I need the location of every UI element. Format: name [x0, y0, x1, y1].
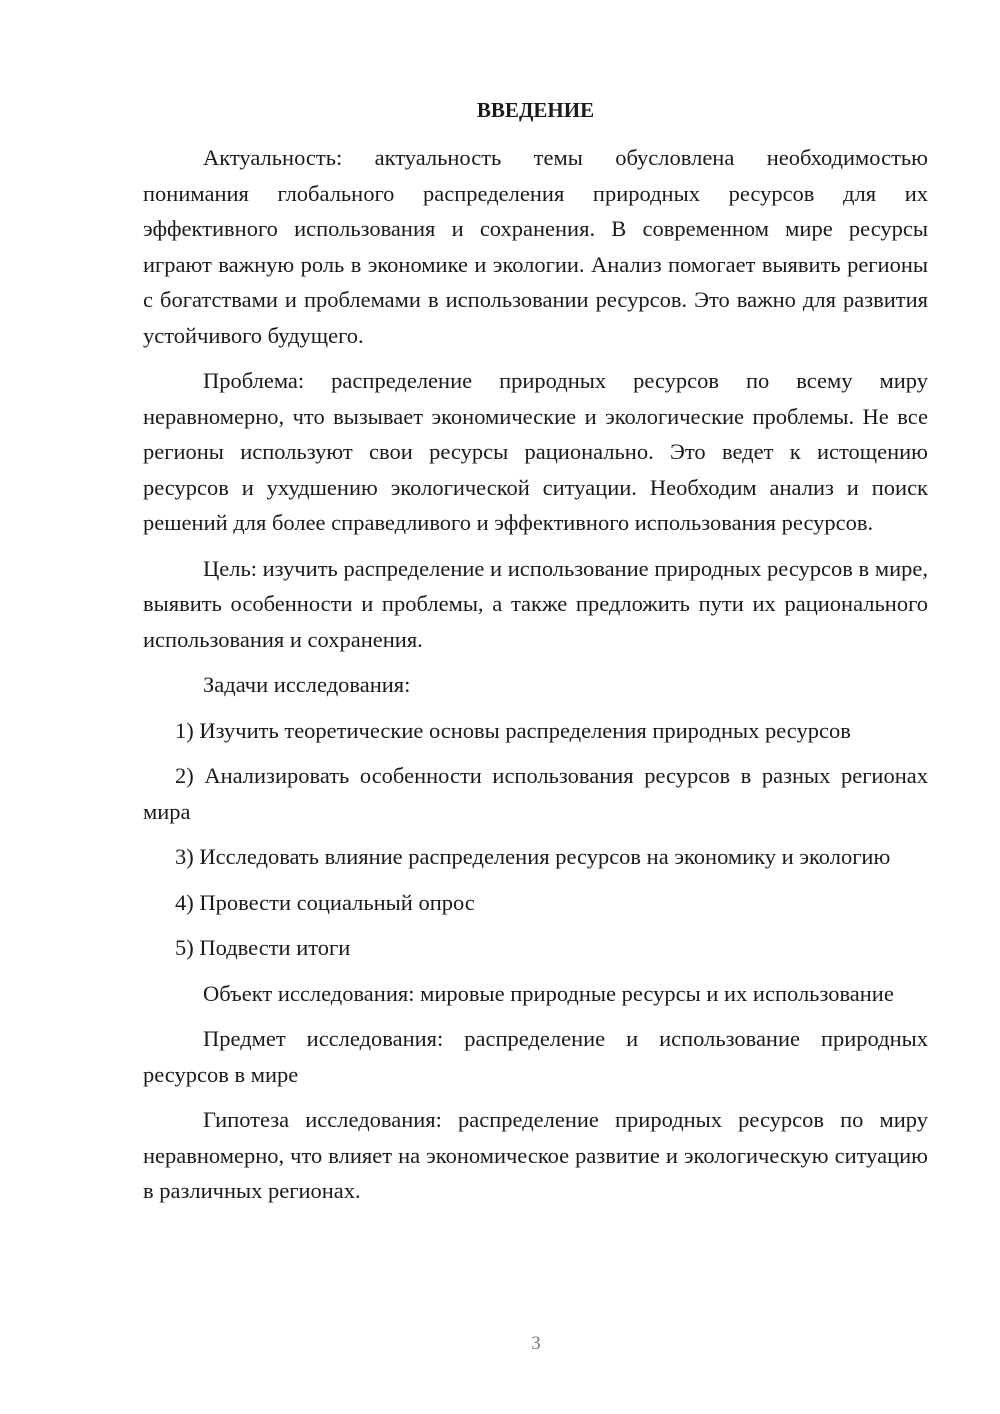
- page-content: [143, 90, 928, 1209]
- list-item: 3) Исследовать влияние распределения ресурсов на экономику и экологию: [175, 844, 891, 869]
- list-item: 4) Провести социальный опрос: [175, 889, 475, 915]
- list-item: 5) Подвести итоги: [175, 935, 351, 960]
- page-number: 3: [531, 1333, 541, 1354]
- list-item: 1) Изучить теоретические основы распределения природных ресурсов: [175, 717, 851, 743]
- object-paragraph: Объект исследования: мировые природные ресурсы и их использование: [203, 980, 894, 1006]
- hypothesis-paragraph: Гипотеза исследования: распределение природных ресурсов по миру неравномерно, что влияет на экономическое развитие и экологическую ситуацию в различных регионах.: [143, 1107, 928, 1203]
- tasks-list: [143, 713, 928, 966]
- subject-paragraph: Предмет исследования: распределение и использование природных ресурсов в мире: [143, 1026, 928, 1087]
- problem-paragraph: Проблема: распределение природных ресурсов по всему миру неравномерно, что вызывает экономические и экологические проблемы. Не все регионы используют свои ресурсы рационально. Это ведет к истощению ресурсов и ухудшению экологической ситуации. Необходим анализ и поиск решений для более справедливого и эффективного использования ресурсов.: [143, 368, 928, 535]
- list-item: 2) Анализировать особенности использования ресурсов в разных регионах мира: [143, 763, 928, 824]
- relevance-paragraph: Актуальность: актуальность темы обусловлена необходимостью понимания глобального распределения природных ресурсов для их эффективного использования и сохранения. В современном мире ресурсы играют важную роль в экономике и экологии. Анализ помогает выявить регионы с богатствами и проблемами в использовании ресурсов. Это важно для развития устойчивого будущего.: [143, 145, 928, 348]
- section-heading: ВВЕДЕНИЕ: [476, 98, 595, 122]
- tasks-heading: Задачи исследования:: [203, 672, 411, 697]
- goal-paragraph: Цель: изучить распределение и использование природных ресурсов в мире, выявить особенности и проблемы, а также предложить пути их рационального использования и сохранения.: [143, 555, 928, 652]
